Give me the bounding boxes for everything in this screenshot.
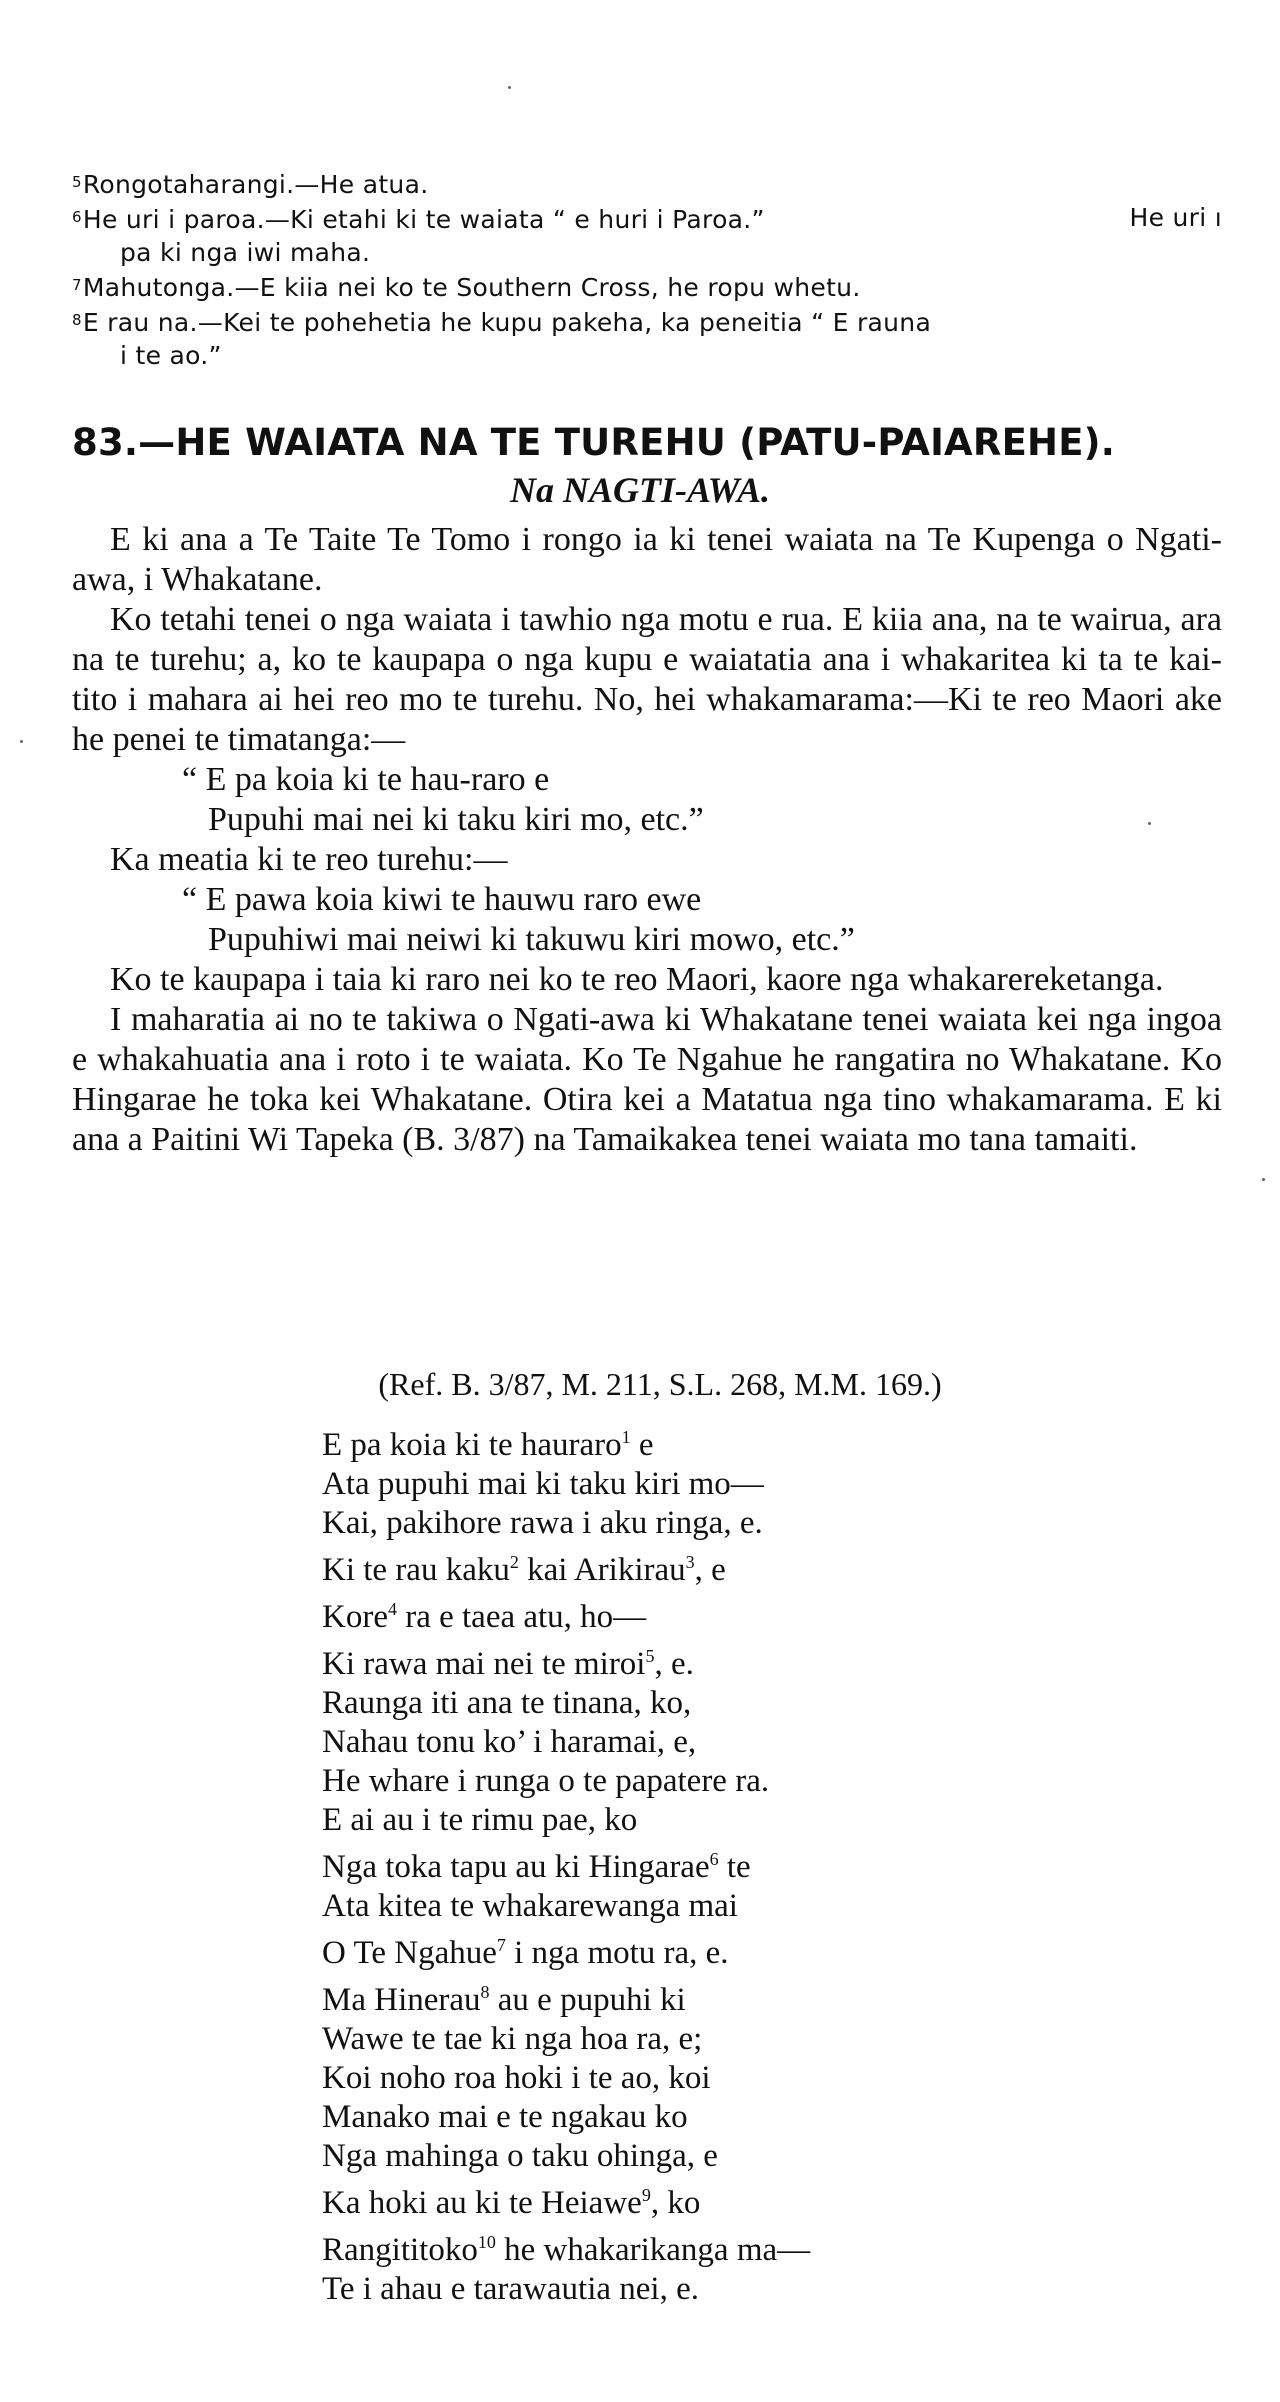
poem-line: Raunga iti ana te tinana, ko, [322, 1685, 692, 1721]
footnote-text: Mahutonga.—E kiia nei ko te Southern Cross, he ropu whetu. [82, 273, 861, 302]
print-speck [20, 740, 23, 743]
footnote-ref: 10 [477, 2232, 496, 2252]
intro-text [72, 520, 1222, 1160]
footnote-ref: 7 [496, 1935, 506, 1955]
footnote-ref: 5 [645, 1646, 655, 1666]
footnote-ref: 9 [641, 2185, 651, 2205]
footnote-ref: 8 [480, 1982, 490, 2002]
poem-line: He whare i runga o te papatere ra. [322, 1763, 770, 1799]
paragraph: I maharatia ai no te takiwa o Ngati-awa ki Whakatane tenei waiata kei nga ingoa e whakahuatia ana i roto i te waiata. Ko Te Ngahue he rangatira no Whakatane. Ko Hingarae he toka kei Whakatane. Otira kei a Matatua nga tino whakamarama. E ki ana a Paitini Wi Tapeka (B. 3/87) na Tamaikakea tenei waiata mo tana tamaiti. [72, 1001, 1222, 1158]
quote-line: “ E pawa koia kiwi te hauwu raro ewe [182, 881, 702, 918]
footnote-number: 8 [72, 311, 82, 329]
maori-quote [72, 760, 1222, 840]
footnote-5 [72, 166, 1222, 201]
turehu-quote [72, 880, 1222, 960]
paragraph: Ko tetahi tenei o nga waiata i tawhio nga motu e rua. E kiia ana, na te wairua, ara na te turehu; a, ko te kaupapa o nga kupu e waiatatia ana i whakaritea ki ta te kai-tito i mahara ai hei reo mo te turehu. No, hei whakamarama:—Ki te reo Maori ake he penei te timatanga:— [72, 601, 1222, 758]
footnote-continuation: pa ki nga iwi maha. [120, 238, 371, 267]
quote-line: “ E pa koia ki te hau-raro e [182, 761, 550, 798]
print-speck [508, 86, 511, 89]
poem-line: Ata kitea te whakarewanga mai [322, 1888, 738, 1924]
footnote-ref: 1 [621, 1427, 631, 1447]
quote-line: Pupuhi mai nei ki taku kiri mo, etc.” [208, 801, 704, 838]
poem-line: Rangititoko$^{10}$ he whakarikanga ma— [322, 2232, 811, 2268]
poem [322, 1418, 1202, 2309]
footnote-ref: 6 [709, 1849, 719, 1869]
footnote-number: 6 [72, 208, 82, 226]
footnote-continuation: i te ao.” [120, 341, 222, 370]
footnote-text-tail: He uri ı [1129, 203, 1222, 232]
quote-line: Pupuhiwi mai neiwi ki takuwu kiri mowo, etc.” [208, 921, 855, 958]
footnote-number: 5 [72, 173, 82, 191]
footnote-ref: 3 [685, 1552, 695, 1572]
print-speck [1148, 822, 1151, 825]
poem-line: E ai au i te rimu pae, ko [322, 1802, 638, 1838]
poem-line: Manako mai e te ngakau ko [322, 2099, 688, 2135]
footnote-6 [72, 201, 1222, 269]
footnote-number: 7 [72, 276, 82, 294]
footnote-ref: 4 [387, 1599, 397, 1619]
poem-line: Ki te rau kaku$^2$ kai Arikirau$^3$, e [322, 1552, 726, 1588]
footnote-text: Rongotaharangi.—He atua. [82, 170, 429, 199]
paragraph: E ki ana a Te Taite Te Tomo i rongo ia ki tenei waiata na Te Kupenga o Ngati-awa, i Whakatane. [72, 521, 1222, 598]
poem-line: E pa koia ki te hauraro$^1$ e [322, 1427, 654, 1463]
poem-line: Ki rawa mai nei te miroi$^5$, e. [322, 1646, 694, 1682]
reference-line: (Ref. B. 3/87, M. 211, S.L. 268, M.M. 169.) [378, 1366, 942, 1402]
poem-line: Ata pupuhi mai ki taku kiri mo— [322, 1466, 764, 1502]
poem-line: O Te Ngahue$^7$ i nga motu ra, e. [322, 1935, 729, 1971]
poem-line: Kai, pakihore rawa i aku ringa, e. [322, 1505, 763, 1541]
footnote-text: E rau na.—Kei te pohehetia he kupu pakeha, ka peneitia “ E rauna [82, 308, 932, 337]
song-attribution: Na NAGTI-AWA. [509, 470, 771, 510]
poem-line: Nga mahinga o taku ohinga, e [322, 2138, 718, 2174]
poem-line: Te i ahau e tarawautia nei, e. [322, 2271, 699, 2307]
paragraph: Ko te kaupapa i taia ki raro nei ko te reo Maori, kaore nga whakarereketanga. [110, 961, 1164, 998]
paragraph: Ka meatia ki te reo turehu:— [110, 841, 508, 878]
poem-line: Nahau tonu ko’ i haramai, e, [322, 1724, 697, 1760]
song-heading: 83.—HE WAIATA NA TE TUREHU (PATU-PAIAREHE). [72, 421, 1116, 464]
poem-line: Wawe te tae ki nga hoa ra, e; [322, 2021, 703, 2057]
footnotes [72, 166, 1222, 372]
poem-line: Nga toka tapu au ki Hingarae$^6$ te [322, 1849, 751, 1885]
footnote-7 [72, 269, 1222, 304]
poem-line: Ma Hinerau$^8$ au e pupuhi ki [322, 1982, 686, 2018]
poem-line: Ka hoki au ki te Heiawe$^9$, ko [322, 2185, 701, 2221]
footnote-ref: 2 [509, 1552, 519, 1572]
poem-line: Koi noho roa hoki i te ao, koi [322, 2060, 711, 2096]
footnote-text: He uri i paroa.—Ki etahi ki te waiata “ e huri i Paroa.” [82, 205, 765, 234]
footnote-8 [72, 304, 1222, 372]
poem-line: Kore$^4$ ra e taea atu, ho— [322, 1599, 647, 1635]
print-speck [1262, 1178, 1265, 1181]
